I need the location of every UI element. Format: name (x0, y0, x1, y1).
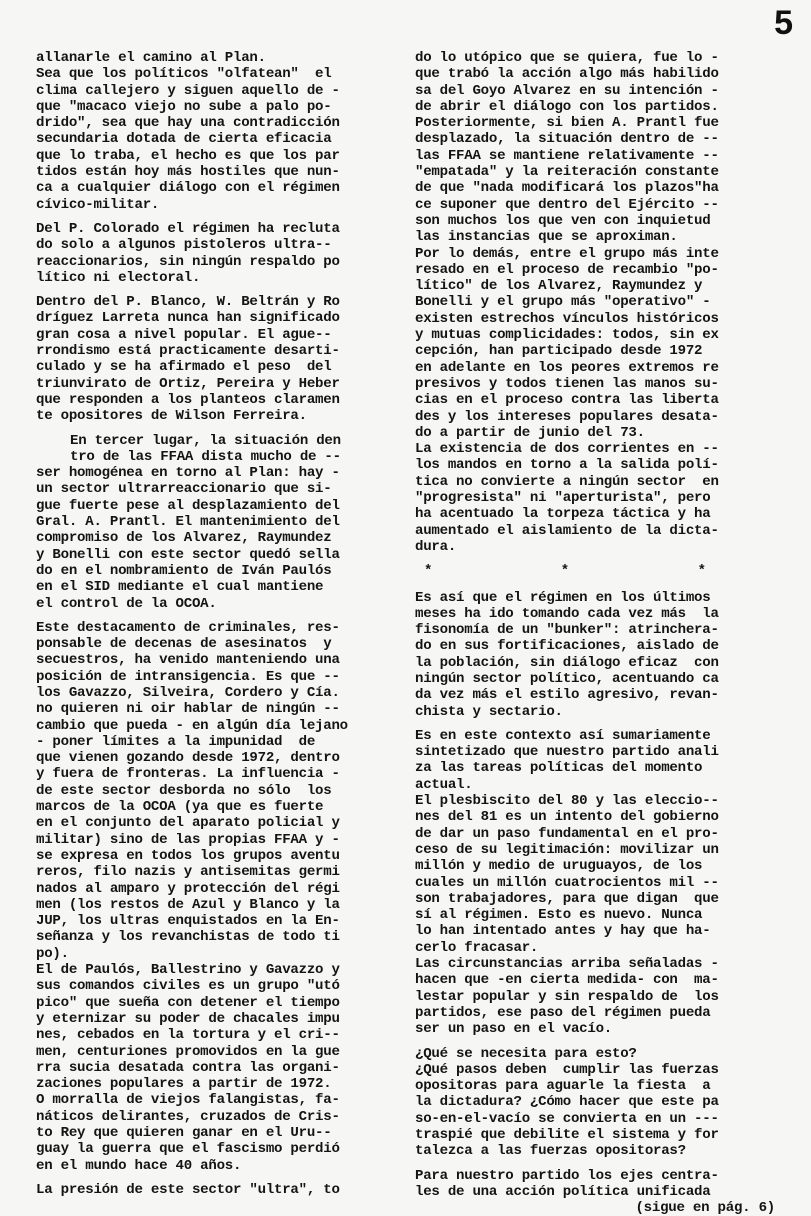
text-line: las FFAA se mantiene relativamente -- (415, 147, 719, 164)
text-line: En tercer lugar, la situación den (70, 432, 341, 449)
text-line: compromiso de los Alvarez, Raymundez (36, 530, 332, 547)
text-line: de dar un paso fundamental en el pro- (415, 825, 719, 842)
text-line: chista y sectario. (415, 703, 563, 720)
text-line: son trabajadores, para que digan que (415, 890, 719, 907)
text-line: la población, sin diálogo eficaz con (415, 654, 719, 671)
text-line: y Bonelli con este sector quedó sella (36, 546, 340, 563)
paragraph (36, 962, 392, 1174)
text-line: los Gavazzo, Silveira, Cordero y Cía. (36, 684, 340, 701)
text-line: hacen que -en cierta medida- con ma- (415, 972, 719, 989)
text-line: cerlo fracasar. (415, 939, 539, 956)
text-line: que lo traba, el hecho es que los par (36, 147, 340, 164)
text-line: so-en-el-vacío se convierta en un --- (415, 1110, 719, 1127)
text-line: do a partir de junio del 73. (415, 424, 645, 441)
text-line: en el conjunto del aparato policial y (36, 815, 340, 832)
text-line: ceso de su legitimación: movilizar un (415, 841, 719, 858)
text-line: Para nuestro partido los ejes centra- (415, 1167, 719, 1184)
text-line: Las circunstancias arriba señaladas - (415, 956, 719, 973)
text-line: se expresa en todos los grupos aventu (36, 847, 340, 864)
text-line: Gral. A. Prantl. El mantenimiento del (36, 514, 340, 531)
page-number: 5 (774, 4, 793, 42)
text-line: rrondismo está practicamente desarti- (36, 343, 340, 360)
text-line: náticos delirantes, cruzados de Cris- (36, 1108, 340, 1125)
text-line: tica no convierte a ningún sector en (415, 473, 719, 490)
text-line: triunvirato de Ortiz, Pereira y Heber (36, 375, 340, 392)
text-line: tro de las FFAA dista mucho de -- (70, 448, 341, 465)
text-line: talezca a las fuerzas opositoras? (415, 1143, 686, 1160)
text-line: reros, filo nazis y antisemitas germi (36, 864, 340, 881)
text-line: Del P. Colorado el régimen ha recluta (36, 220, 340, 237)
paragraph (415, 246, 775, 442)
text-line: men, centuriones promovidos en la gue (36, 1043, 340, 1060)
text-line: ca a cualquier diálogo con el régimen (36, 180, 340, 197)
text-line: nes, cebados en la tortura y el cri-- (36, 1027, 340, 1044)
text-line: La existencia de dos corrientes en -- (415, 441, 719, 458)
text-line: drido", sea que hay una contradicción (36, 115, 340, 132)
text-line: lítico ni electoral. (36, 269, 201, 286)
paragraph (415, 1168, 775, 1201)
text-line: los mandos en torno a la salida polí- (415, 457, 719, 474)
text-line: allanarle el camino al Plan. (36, 50, 266, 66)
paragraph (36, 221, 392, 286)
text-line: ser homogénea en torno al Plan: hay - (36, 465, 340, 482)
text-line: de abrir el diálogo con los partidos. (415, 98, 719, 115)
text-line: ningún sector político, acentuando ca (415, 670, 719, 687)
text-line: "progresista" ni "aperturista", pero (415, 490, 711, 507)
paragraph (36, 465, 392, 612)
text-line: partidos, ese paso del régimen pueda (415, 1004, 711, 1021)
text-line: de que "nada modificará los plazos"ha (415, 180, 719, 197)
text-line: secuestros, ha venido manteniendo una (36, 652, 340, 669)
text-line: do solo a algunos pistoleros ultra-- (36, 237, 332, 254)
text-line: ce suponer que dentro del Ejército -- (415, 196, 719, 213)
paragraph (415, 50, 775, 246)
text-line: Por lo demás, entre el grupo más inte (415, 245, 719, 262)
text-line: po). (36, 945, 69, 962)
text-line: te opositores de Wilson Ferreira. (36, 408, 307, 425)
text-line: el control de la OCOA. (36, 595, 217, 612)
text-line: militar) sino de las propias FFAA y - (36, 831, 340, 848)
text-line: secundaria dotada de cierta eficacia (36, 131, 332, 148)
text-line: Es así que el régimen en los últimos (415, 589, 711, 606)
paragraph (36, 50, 392, 213)
text-line: la dictadura? ¿Cómo hacer que este pa (415, 1094, 719, 1111)
text-line: zaciones populares a partir de 1972. (36, 1076, 332, 1093)
paragraph (415, 728, 775, 793)
text-line: sintetizado que nuestro partido anali (415, 744, 719, 761)
text-line: en el SID mediante el cual mantiene (36, 579, 324, 596)
text-line: des y los intereses populares desata- (415, 408, 719, 425)
text-line: reaccionarios, sin ningún respaldo po (36, 253, 340, 270)
text-line: La presión de este sector "ultra", to (36, 1181, 340, 1198)
text-line: gran cosa a nivel popular. El ague-- (36, 326, 332, 343)
text-line: cepción, han participado desde 1972 (415, 343, 703, 360)
text-line: dríguez Larreta nunca han significado (36, 310, 340, 327)
text-line: existen estrechos vínculos históricos (415, 310, 719, 327)
text-line: da vez más el estilo agresivo, revan- (415, 687, 719, 704)
indented-lines (36, 433, 392, 466)
text-line: les de una acción política unificada (415, 1183, 711, 1200)
text-line: tidos están hoy más hostiles que nun- (36, 164, 340, 181)
text-line: za las tareas políticas del momento (415, 760, 703, 777)
text-line: Sea que los políticos "olfatean" el (36, 66, 332, 83)
paragraph (415, 793, 775, 956)
text-line: cívico-militar. (36, 196, 160, 213)
text-line: un sector ultrarreaccionario que si- (36, 481, 332, 498)
text-line: JUP, los ultras enquistados en la En- (36, 913, 340, 930)
text-line: pico" que sueña con detener el tiempo (36, 994, 340, 1011)
text-line: ha acentuado la torpeza táctica y ha (415, 506, 711, 523)
paragraph (415, 441, 775, 555)
text-line: Dentro del P. Blanco, W. Beltrán y Ro (36, 294, 340, 311)
text-line: sa del Goyo Alvarez en su intención - (415, 82, 719, 99)
text-line: - poner límites a la impunidad de (36, 733, 316, 750)
text-line: presivos y todos tienen las manos su- (415, 375, 719, 392)
text-line: y fuera de fronteras. La influencia - (36, 766, 340, 783)
text-line: resado en el proceso de recambio "po- (415, 261, 719, 278)
text-line: millón y medio de uruguayos, de los (415, 858, 703, 875)
paragraph (36, 620, 392, 962)
text-line: opositoras para aguarle la fiesta a (415, 1078, 711, 1095)
left-column (36, 50, 392, 1206)
text-line: en adelante en los peores extremos re (415, 359, 719, 376)
text-line: Posteriormente, si bien A. Prantl fue (415, 115, 719, 132)
text-line: y eternizar su poder de chacales impu (36, 1010, 340, 1027)
text-line: Bonelli y el grupo más "operativo" - (415, 294, 711, 311)
text-line: ponsable de decenas de asesinatos y (36, 636, 332, 653)
text-line: nados al amparo y protección del régi (36, 880, 340, 897)
paragraph (36, 294, 392, 424)
text-line: Es en este contexto así sumariamente (415, 727, 711, 744)
text-line: cias en el proceso contra las liberta (415, 392, 719, 409)
text-line: sí al régimen. Esto es nuevo. Nunca (415, 907, 703, 924)
text-line: El de Paulós, Ballestrino y Gavazzo y (36, 962, 340, 979)
text-line: guay la guerra que el fascismo perdió (36, 1141, 340, 1158)
paragraph-dropcap (36, 433, 392, 466)
text-line: y mutuas complicidades: todos, sin ex (415, 327, 719, 344)
text-line: fisonomía de un "bunker": atrinchera- (415, 622, 719, 639)
text-line: que trabó la acción algo más habilido (415, 66, 719, 83)
text-line: O morralla de viejos falangistas, fa- (36, 1092, 340, 1109)
paragraph (415, 1046, 775, 1160)
text-line: lítico" de los Alvarez, Raymundez y (415, 278, 703, 295)
text-line: marcos de la OCOA (ya que es fuerte (36, 799, 324, 816)
text-line: son muchos los que ven con inquietud (415, 212, 711, 229)
paragraph (415, 956, 775, 1037)
text-line: las instancias que se aproximan. (415, 229, 678, 246)
text-line: que vienen gozando desde 1972, dentro (36, 750, 340, 767)
text-line: ¿Qué pasos deben cumplir las fuerzas (415, 1061, 719, 1078)
text-line: aumentado el aislamiento de la dicta- (415, 522, 719, 539)
text-line: dura. (415, 538, 457, 555)
text-line: no quieren ni oir hablar de ningún -- (36, 701, 340, 718)
continued-note: (sigue en pág. 6) (635, 1200, 775, 1216)
text-line: to Rey que quieren ganar en el Uru-- (36, 1125, 332, 1141)
text-line: cambio que pueda - en algún día lejano (36, 717, 348, 734)
text-line: meses ha ido tomando cada vez más la (415, 605, 719, 622)
text-line: traspié que debilite el sistema y for (415, 1127, 719, 1143)
text-line: nes del 81 es un intento del gobierno (415, 809, 719, 826)
right-column (415, 50, 775, 1216)
text-line: ¿Qué se necesita para esto? (415, 1045, 637, 1062)
text-line: cuales un millón cuatrocientos mil -- (415, 874, 719, 891)
text-line: gue fuerte pese al desplazamiento del (36, 497, 340, 514)
text-line: "empatada" y la reiteración constante (415, 164, 719, 181)
text-line: sus comandos civiles es un grupo "utó (36, 978, 340, 995)
text-line: que "macaco viejo no sube a palo po- (36, 98, 332, 115)
text-line: culado y se ha afirmado el peso del (36, 359, 332, 376)
text-line: lestar popular y sin respaldo de los (415, 988, 719, 1005)
text-line: en el mundo hace 40 años. (36, 1157, 242, 1174)
text-line: clima callejero y siguen aquello de - (36, 82, 340, 99)
text-line: desplazado, la situación dentro de -- (415, 131, 719, 148)
section-separator: * * * (423, 563, 766, 580)
paragraph (415, 590, 775, 720)
text-line: men (los restos de Azul y Blanco y la (36, 896, 340, 913)
text-line: rra sucia desatada contra las organi- (36, 1059, 340, 1076)
paragraph (36, 1182, 392, 1198)
text-line: de este sector desborda no sólo los (36, 782, 332, 799)
text-line: ser un paso en el vacío. (415, 1021, 612, 1038)
text-line: lo han intentado antes y hay que ha- (415, 923, 711, 940)
text-line: Este destacamento de criminales, res- (36, 619, 340, 636)
text-line: posición de intransigencia. Es que -- (36, 668, 340, 685)
text-line: señanza y los revanchistas de todo ti (36, 929, 340, 946)
text-line: do lo utópico que se quiera, fue lo - (415, 50, 719, 66)
text-line: actual. (415, 776, 473, 793)
text-line: que responden a los planteos claramen (36, 391, 340, 408)
text-line: do en el nombramiento de Iván Paulós (36, 562, 332, 579)
text-line: El plesbiscito del 80 y las eleccio-- (415, 793, 719, 810)
text-line: do en sus fortificaciones, aislado de (415, 638, 719, 655)
